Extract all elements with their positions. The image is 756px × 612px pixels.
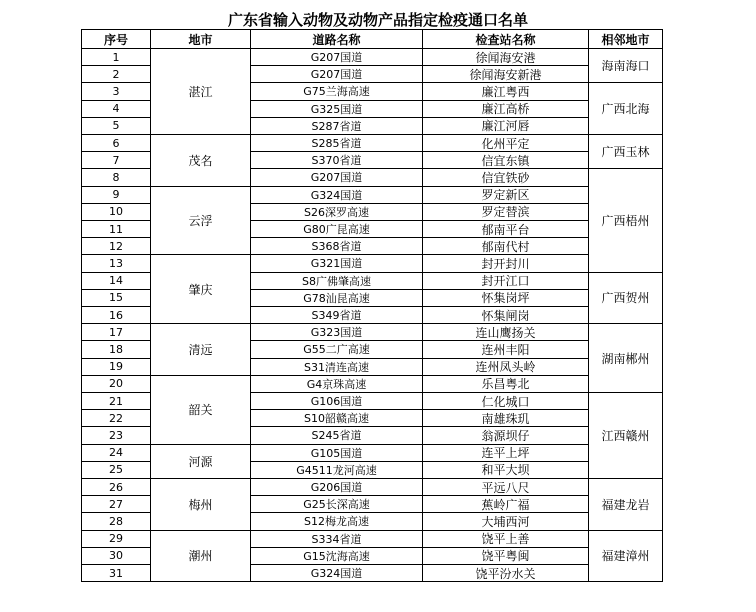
row-seq: 10 bbox=[81, 204, 151, 221]
row-seq: 17 bbox=[81, 324, 151, 341]
row-road: S370省道 bbox=[251, 152, 423, 169]
row-station: 廉江河唇 bbox=[423, 118, 589, 135]
row-seq: 2 bbox=[81, 66, 151, 83]
row-station: 徐闻海安新港 bbox=[423, 66, 589, 83]
row-seq: 6 bbox=[81, 135, 151, 152]
row-seq: 25 bbox=[81, 462, 151, 479]
row-seq: 21 bbox=[81, 393, 151, 410]
row-station: 乐昌粤北 bbox=[423, 376, 589, 393]
row-road: G75兰海高速 bbox=[251, 83, 423, 100]
row-road: G206国道 bbox=[251, 479, 423, 496]
row-station: 郁南代村 bbox=[423, 238, 589, 255]
row-road: S349省道 bbox=[251, 307, 423, 324]
city-cell: 潮州 bbox=[151, 531, 251, 583]
row-seq: 26 bbox=[81, 479, 151, 496]
header-road: 道路名称 bbox=[251, 29, 423, 49]
row-station: 怀集岗坪 bbox=[423, 290, 589, 307]
row-station: 饶平粤闽 bbox=[423, 548, 589, 565]
row-station: 廉江高桥 bbox=[423, 101, 589, 118]
row-road: S26深罗高速 bbox=[251, 204, 423, 221]
row-seq: 18 bbox=[81, 341, 151, 358]
row-station: 怀集闸岗 bbox=[423, 307, 589, 324]
city-cell: 河源 bbox=[151, 445, 251, 479]
row-seq: 30 bbox=[81, 548, 151, 565]
row-road: G55二广高速 bbox=[251, 341, 423, 358]
inspection-port-table bbox=[81, 29, 663, 605]
city-cell: 茂名 bbox=[151, 135, 251, 187]
row-station: 连州凤头岭 bbox=[423, 359, 589, 376]
row-road: G4511龙河高速 bbox=[251, 462, 423, 479]
city-cell: 清远 bbox=[151, 324, 251, 376]
row-station: 罗定替滨 bbox=[423, 204, 589, 221]
neighbor-city-cell: 福建龙岩 bbox=[589, 479, 663, 531]
city-cell: 梅州 bbox=[151, 479, 251, 531]
row-road: G15沈海高速 bbox=[251, 548, 423, 565]
row-road: S8广佛肇高速 bbox=[251, 273, 423, 290]
city-cell: 韶关 bbox=[151, 376, 251, 445]
row-road: G78汕昆高速 bbox=[251, 290, 423, 307]
row-road: S368省道 bbox=[251, 238, 423, 255]
row-seq: 12 bbox=[81, 238, 151, 255]
row-road: G207国道 bbox=[251, 169, 423, 186]
row-seq: 15 bbox=[81, 290, 151, 307]
row-station: 蕉岭广福 bbox=[423, 496, 589, 513]
row-seq: 24 bbox=[81, 445, 151, 462]
row-station: 南雄珠玑 bbox=[423, 410, 589, 427]
row-road: S334省道 bbox=[251, 531, 423, 548]
neighbor-city-cell: 广西北海 bbox=[589, 83, 663, 135]
neighbor-city-cell: 广西贺州 bbox=[589, 273, 663, 325]
row-station: 化州平定 bbox=[423, 135, 589, 152]
row-station: 连山鹰扬关 bbox=[423, 324, 589, 341]
row-road: G106国道 bbox=[251, 393, 423, 410]
neighbor-city-cell: 福建漳州 bbox=[589, 531, 663, 583]
row-seq: 4 bbox=[81, 101, 151, 118]
row-seq: 28 bbox=[81, 513, 151, 530]
row-seq: 11 bbox=[81, 221, 151, 238]
row-station: 饶平上善 bbox=[423, 531, 589, 548]
header-station: 检查站名称 bbox=[423, 29, 589, 49]
row-seq: 3 bbox=[81, 83, 151, 100]
row-road: G105国道 bbox=[251, 445, 423, 462]
row-seq: 14 bbox=[81, 273, 151, 290]
row-station: 和平大坝 bbox=[423, 462, 589, 479]
row-station: 罗定新区 bbox=[423, 187, 589, 204]
row-station: 仁化城口 bbox=[423, 393, 589, 410]
row-station: 郁南平台 bbox=[423, 221, 589, 238]
row-seq: 13 bbox=[81, 255, 151, 272]
document-title: 广东省输入动物及动物产品指定检疫通口名单 bbox=[227, 11, 528, 29]
row-station: 信宜东镇 bbox=[423, 152, 589, 169]
row-seq: 1 bbox=[81, 49, 151, 66]
row-station: 封开封川 bbox=[423, 255, 589, 272]
row-seq: 9 bbox=[81, 187, 151, 204]
row-seq: 31 bbox=[81, 565, 151, 582]
row-seq: 7 bbox=[81, 152, 151, 169]
row-road: G324国道 bbox=[251, 187, 423, 204]
row-station: 平远八尺 bbox=[423, 479, 589, 496]
header-city: 地市 bbox=[151, 29, 251, 49]
neighbor-city-cell: 江西赣州 bbox=[589, 393, 663, 479]
row-seq: 5 bbox=[81, 118, 151, 135]
neighbor-city-cell: 广西玉林 bbox=[589, 135, 663, 169]
neighbor-city-cell: 广西梧州 bbox=[589, 169, 663, 272]
row-road: S287省道 bbox=[251, 118, 423, 135]
row-seq: 27 bbox=[81, 496, 151, 513]
row-seq: 19 bbox=[81, 359, 151, 376]
header-seq: 序号 bbox=[81, 29, 151, 49]
neighbor-city-cell: 海南海口 bbox=[589, 49, 663, 83]
row-seq: 8 bbox=[81, 169, 151, 186]
row-station: 饶平汾水关 bbox=[423, 565, 589, 582]
row-seq: 23 bbox=[81, 427, 151, 444]
row-road: S10韶赣高速 bbox=[251, 410, 423, 427]
row-station: 廉江粤西 bbox=[423, 83, 589, 100]
row-road: G324国道 bbox=[251, 565, 423, 582]
city-cell: 湛江 bbox=[151, 49, 251, 135]
row-road: G323国道 bbox=[251, 324, 423, 341]
city-cell: 云浮 bbox=[151, 187, 251, 256]
row-road: G325国道 bbox=[251, 101, 423, 118]
row-road: S285省道 bbox=[251, 135, 423, 152]
row-road: G207国道 bbox=[251, 49, 423, 66]
row-seq: 16 bbox=[81, 307, 151, 324]
row-station: 翁源坝仔 bbox=[423, 427, 589, 444]
row-road: G4京珠高速 bbox=[251, 376, 423, 393]
header-neighbor: 相邻地市 bbox=[589, 29, 663, 49]
row-station: 信宜铁砂 bbox=[423, 169, 589, 186]
row-road: S31清连高速 bbox=[251, 359, 423, 376]
row-road: S12梅龙高速 bbox=[251, 513, 423, 530]
row-station: 徐闻海安港 bbox=[423, 49, 589, 66]
row-road: G207国道 bbox=[251, 66, 423, 83]
row-road: G80广昆高速 bbox=[251, 221, 423, 238]
row-road: G25长深高速 bbox=[251, 496, 423, 513]
row-station: 连州丰阳 bbox=[423, 341, 589, 358]
neighbor-city-cell: 湖南郴州 bbox=[589, 324, 663, 393]
row-station: 连平上坪 bbox=[423, 445, 589, 462]
row-station: 大埔西河 bbox=[423, 513, 589, 530]
row-seq: 29 bbox=[81, 531, 151, 548]
city-cell: 肇庆 bbox=[151, 255, 251, 324]
row-seq: 20 bbox=[81, 376, 151, 393]
row-road: G321国道 bbox=[251, 255, 423, 272]
row-road: S245省道 bbox=[251, 427, 423, 444]
row-station: 封开江口 bbox=[423, 273, 589, 290]
row-seq: 22 bbox=[81, 410, 151, 427]
